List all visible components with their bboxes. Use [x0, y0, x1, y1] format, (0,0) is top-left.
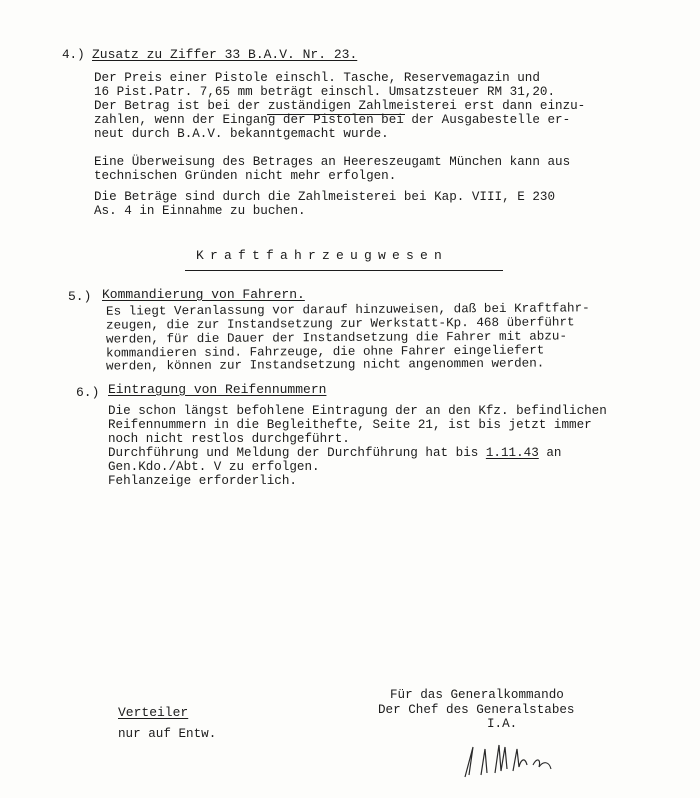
heading-underline [185, 270, 503, 271]
section-4-title: Zusatz zu Ziffer 33 B.A.V. Nr. 23. [92, 47, 358, 62]
section-5-line5: werden, können zur Instandsetzung nicht angenommen werden. [105, 356, 545, 374]
section-4-p2-line1: Eine Überweisung des Betrages an Heereszeugamt München kann aus [94, 155, 571, 169]
section-4-p1-line1: Der Preis einer Pistole einschl. Tasche, Reservemagazin und [94, 71, 540, 85]
distribution-label: Verteiler [118, 705, 189, 720]
section-4-number: 4.) [62, 48, 85, 62]
section-6-line1: Die schon längst befohlene Eintragung der an den Kfz. befindlichen [108, 404, 607, 418]
section-4-p1-line5: neut durch B.A.V. bekanntgemacht wurde. [94, 127, 389, 141]
section-5-line4: kommandieren sind. Fahrzeuge, die ohne Fahrer eingeliefert [105, 343, 545, 361]
section-6-title: Eintragung von Reifennummern [108, 382, 327, 397]
section-4-p1-line4: zahlen, wenn der Eingang der Pistolen bei der Ausgabestelle er- [94, 113, 571, 127]
section-6-number: 6.) [76, 385, 100, 400]
section-4-p3-line2: As. 4 in Einnahme zu buchen. [94, 204, 306, 218]
signature-line-1: Für das Generalkommando [390, 688, 564, 702]
section-5-number: 5.) [68, 289, 92, 304]
section-6-line4-prefix: Durchführung und Meldung der Durchführung hat bis [108, 446, 486, 460]
section-6-line3: noch nicht restlos durchgeführt. [108, 432, 350, 446]
section-5-line3: werden, für die Dauer der Instandsetzung die Fahrer mit abzu- [105, 329, 568, 347]
section-6-line4 [108, 446, 561, 460]
section-5-title: Kommandierung von Fahrern. [102, 287, 305, 302]
section-4-p1-line3: Der Betrag ist bei der zuständigen Zahlmeisterei erst dann einzu- [94, 99, 586, 113]
section-heading: Kraftfahrzeugwesen [196, 248, 449, 263]
handwritten-signature [455, 735, 585, 785]
section-4-p3-line1: Die Beträge sind durch die Zahlmeisterei bei Kap. VIII, E 230 [94, 190, 556, 204]
deadline-date: 1.11.43 [485, 446, 539, 460]
section-6-line2: Reifennummern in die Begleithefte, Seite 21, ist bis jetzt immer [108, 418, 592, 432]
section-6-line4-suffix: an [538, 446, 562, 460]
signature-line-3: I.A. [487, 717, 518, 731]
section-5-line2: zeugen, die zur Instandsetzung zur Werkstatt-Kp. 468 überführt [105, 315, 575, 333]
section-6-line5: Gen.Kdo./Abt. V zu erfolgen. [108, 460, 320, 474]
section-5-line1: Es liegt Veranlassung vor darauf hinzuweisen, daß bei Kraftfahr- [105, 301, 590, 319]
distribution-value: nur auf Entw. [118, 727, 217, 741]
signature-line-2: Der Chef des Generalstabes [378, 703, 575, 717]
section-6-line6: Fehlanzeige erforderlich. [108, 474, 297, 488]
section-4-p1-line2: 16 Pist.Patr. 7,65 mm beträgt einschl. Umsatzsteuer RM 31,20. [94, 85, 556, 99]
section-4-p2-line2: technischen Gründen nicht mehr erfolgen. [94, 169, 397, 183]
